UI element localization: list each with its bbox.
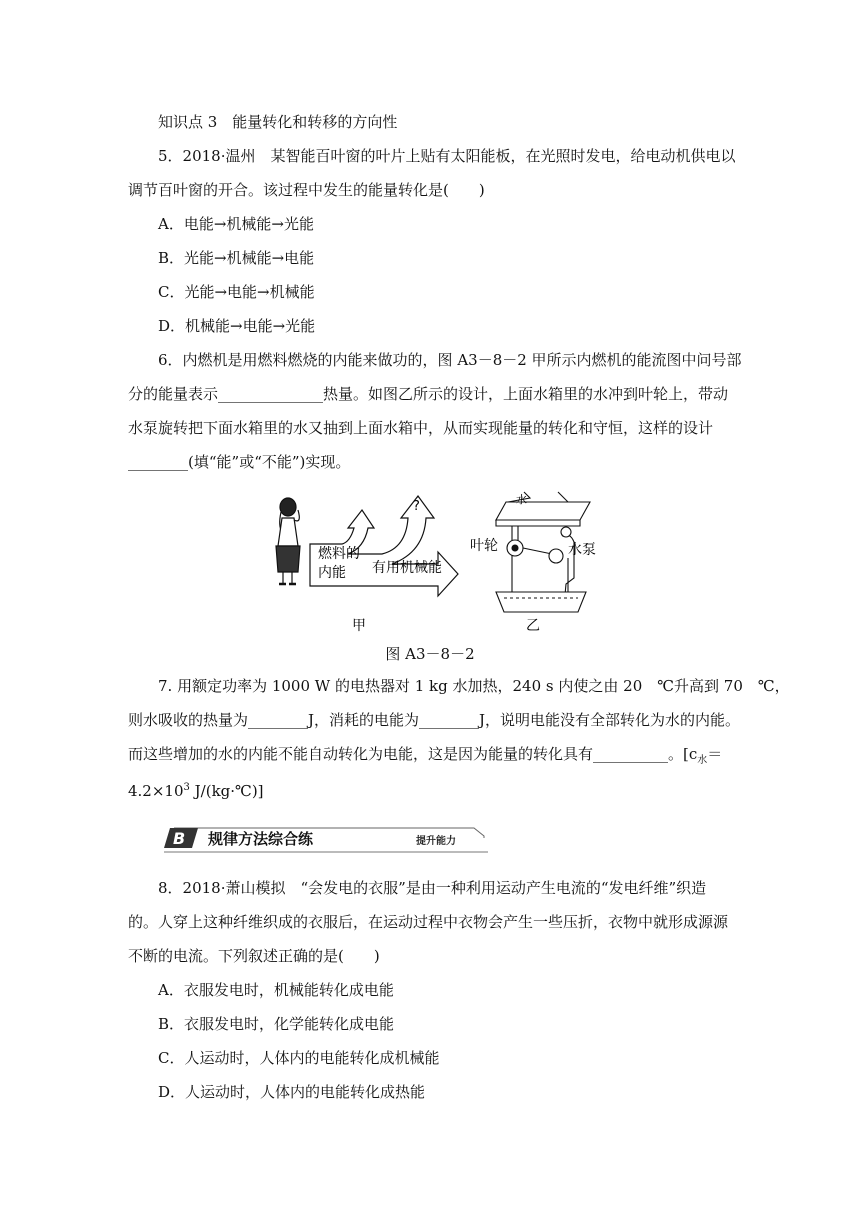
section-subtitle: 提升能力 xyxy=(416,836,456,847)
q8-stem-line-3: 不断的电流。下列叙述正确的是( ) xyxy=(128,947,380,965)
figure-a3-8-2 xyxy=(268,488,598,636)
section-b-banner xyxy=(164,822,488,858)
section-banner-graphic xyxy=(164,822,488,858)
fuel-energy-label-line-2: 内能 xyxy=(318,565,346,581)
q8-option-a: A．衣服发电时，机械能转化成电能 xyxy=(158,981,394,999)
fuel-energy-label-line-1: 燃料的 xyxy=(318,546,360,562)
q6-stem-line-3: 水泵旋转把下面水箱里的水又抽到上面水箱中，从而实现能量的转化和守恒，这样的设计 xyxy=(128,419,714,437)
q8-option-c: C．人运动时，人体内的电能转化成机械能 xyxy=(158,1049,440,1067)
energy-flow-figure xyxy=(268,488,598,636)
q5-option-d: D．机械能→电能→光能 xyxy=(158,317,316,335)
q7-stem-line-3 xyxy=(128,744,722,771)
q6-stem-line-4: ________(填“能”或“不能”)实现。 xyxy=(128,453,351,471)
q5-option-b: B．光能→机械能→电能 xyxy=(158,249,315,267)
useful-mechanical-energy-label: 有用机械能 xyxy=(372,560,442,576)
q5-stem-line-2: 调节百叶窗的开合。该过程中发生的能量转化是( ) xyxy=(128,181,485,199)
q6-stem-line-1: 6．内燃机是用燃料燃烧的内能来做功的，图 A3－8－2 甲所示内燃机的能流图中问号部 xyxy=(158,351,742,369)
q6-stem-line-2: 分的能量表示______________热量。如图乙所示的设计，上面水箱里的水冲到叶轮上，带动 xyxy=(128,385,729,403)
q7-stem-line-2: 则水吸收的热量为________J，消耗的电能为________J，说明电能没有全部转化为水的内能。 xyxy=(128,711,741,729)
section-letter: B xyxy=(173,829,186,848)
q5-option-a: A．电能→机械能→光能 xyxy=(158,215,314,233)
question-mark-label: ? xyxy=(413,499,420,514)
q7-stem-line-1: 7. 用额定功率为 1000 W 的电热器对 1 kg 水加热，240 s 内使之由 20 ℃升高到 70 ℃， xyxy=(158,677,790,695)
q8-option-b: B．衣服发电时，化学能转化成电能 xyxy=(158,1015,395,1033)
q8-option-d: D．人运动时，人体内的电能转化成热能 xyxy=(158,1083,426,1101)
panel-jia-label: 甲 xyxy=(352,618,366,634)
pump-label: 水泵 xyxy=(568,542,596,558)
q7-line-3-text: 而这些增加的水的内能不能自动转化为电能，这是因为能量的转化具有__________。[c xyxy=(128,745,698,763)
q5-stem-line-1: 5．2018·温州 某智能百叶窗的叶片上贴有太阳能板，在光照时发电，给电动机供电以 xyxy=(158,147,736,165)
q8-stem-line-2: 的。人穿上这种纤维织成的衣服后，在运动过程中衣物会产生一些压折，衣物中就形成源源 xyxy=(128,913,729,931)
water-label: 水 xyxy=(516,493,527,506)
figure-caption: 图 A3－8－2 xyxy=(385,645,475,663)
section-title: 规律方法综合练 xyxy=(208,830,314,848)
q7-line-4-b: J/(kg·℃)] xyxy=(189,782,264,800)
q7-stem-line-4 xyxy=(128,778,264,801)
q7-line-4-a: 4.2×10 xyxy=(128,782,184,800)
q5-option-c: C．光能→电能→机械能 xyxy=(158,283,315,301)
q7-exponent: 3 xyxy=(183,782,190,793)
q7-water-subscript: 水 xyxy=(697,755,708,766)
girl-illustration xyxy=(276,498,300,584)
impeller-label: 叶轮 xyxy=(470,538,498,554)
q8-stem-line-1: 8．2018·萧山模拟 “会发电的衣服”是由一种利用运动产生电流的“发电纤维”织造 xyxy=(158,879,707,897)
knowledge-point-heading: 知识点 3 能量转化和转移的方向性 xyxy=(158,113,398,131)
panel-yi-label: 乙 xyxy=(526,618,540,634)
q7-line-3-end: ＝ xyxy=(707,745,723,763)
